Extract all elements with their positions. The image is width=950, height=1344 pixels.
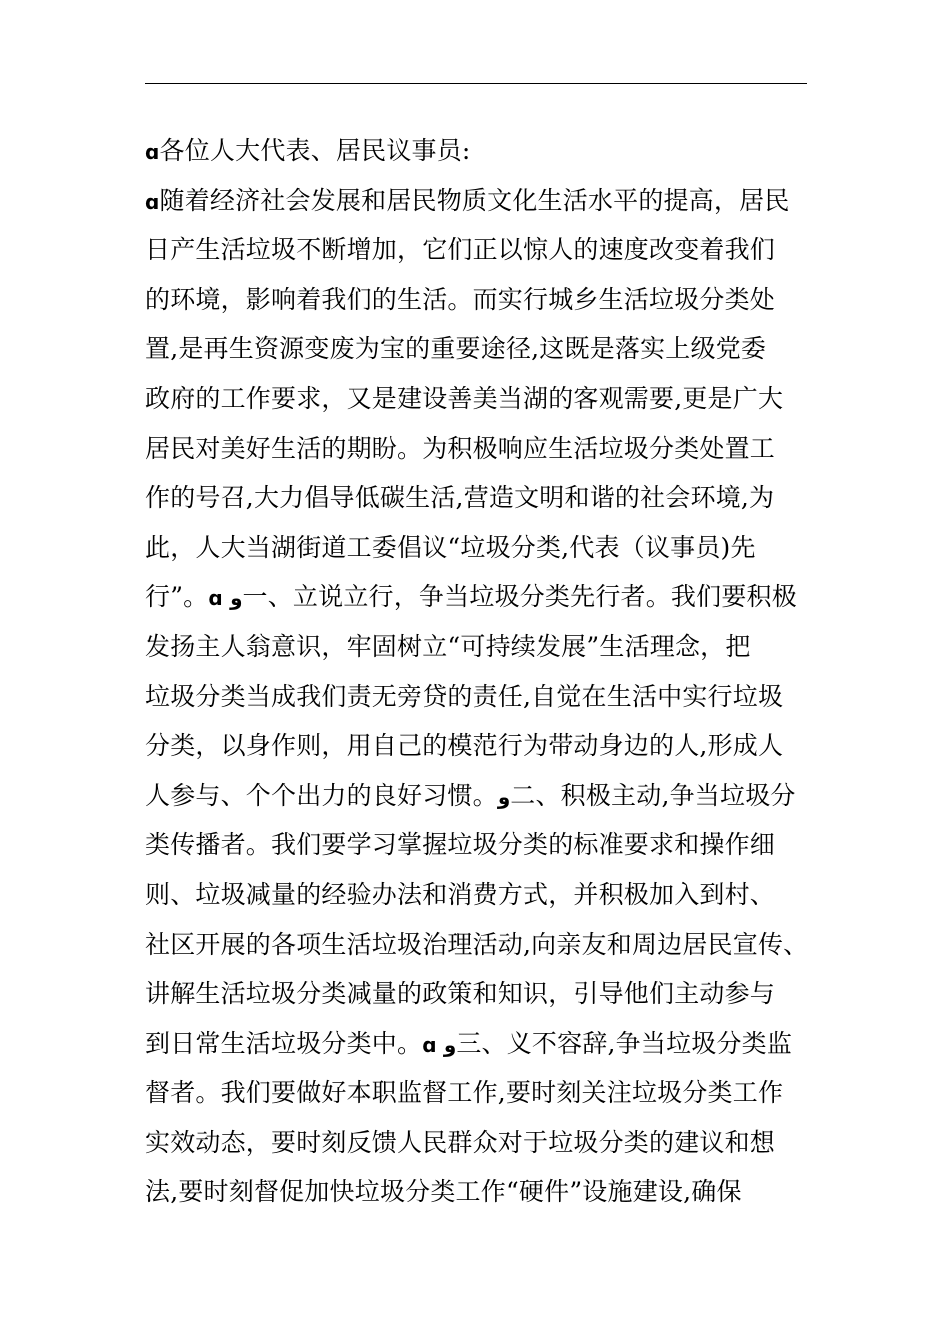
text-line <box>145 969 825 1019</box>
text-line <box>145 225 825 275</box>
text-line <box>145 473 825 523</box>
text-segment: 置,是再生资源变废为宝的重要途径,这既是落实上级党委 <box>145 334 767 364</box>
paragraph-mark: و <box>497 784 511 809</box>
text-line <box>145 721 825 771</box>
text-segment: 二、积极主动,争当垃圾分 <box>510 780 796 810</box>
text-segment: 居民对美好生活的期盼。为积极响应生活垃圾分类处置工 <box>145 433 776 463</box>
text-line <box>145 275 825 325</box>
text-segment: 此，人大当湖街道工委倡议“垃圾分类,代表（议事员)先 <box>145 532 756 562</box>
text-line <box>145 771 825 821</box>
text-segment: 政府的工作要求，又是建设善美当湖的客观需要,更是广大 <box>145 383 784 413</box>
text-line <box>145 1068 825 1118</box>
text-segment: 人参与、个个出力的良好习惯。 <box>145 780 498 810</box>
text-segment: 各位人大代表、居民议事员: <box>159 136 471 165</box>
text-segment: 督者。我们要做好本职监督工作,要时刻关注垃圾分类工作 <box>145 1078 784 1108</box>
text-line <box>145 1118 825 1168</box>
paragraph-mark: ɑ و <box>422 1032 457 1057</box>
text-segment: 一、立说立行，争当垃圾分类先行者。我们要积极 <box>242 582 797 612</box>
body-text <box>145 126 825 1217</box>
text-segment: 作的号召,大力倡导低碳生活,营造文明和谐的社会环境,为 <box>145 483 775 513</box>
text-line <box>145 324 825 374</box>
paragraph-mark: ɑ و <box>208 586 243 611</box>
text-line <box>145 424 825 474</box>
text-segment: 日产生活垃圾不断增加，它们正以惊人的速度改变着我们 <box>145 235 776 265</box>
text-line <box>145 672 825 722</box>
text-segment: 法,要时刻督促加快垃圾分类工作“硬件”设施建设,确保 <box>145 1177 742 1207</box>
paragraph-mark: ɑ <box>145 189 160 214</box>
text-line <box>145 126 825 176</box>
text-segment: 类传播者。我们要学习掌握垃圾分类的标准要求和操作细 <box>145 830 776 860</box>
text-segment: 发扬主人翁意识，牢固树立“可持续发展”生活理念，把 <box>145 631 751 661</box>
text-segment: 垃圾分类当成我们责无旁贷的责任,自觉在生活中实行垃圾 <box>145 681 784 711</box>
text-segment: 分类，以身作则，用自己的模范行为带动身边的人,形成人 <box>145 731 784 761</box>
text-segment: 讲解生活垃圾分类减量的政策和知识，引导他们主动参与 <box>145 979 776 1009</box>
text-line <box>145 572 825 622</box>
text-segment: 的环境，影响着我们的生活。而实行城乡生活垃圾分类处 <box>145 284 776 314</box>
text-line <box>145 374 825 424</box>
text-segment: 随着经济社会发展和居民物质文化生活水平的提高，居民 <box>159 185 790 215</box>
text-segment: 实效动态，要时刻反馈人民群众对于垃圾分类的建议和想 <box>145 1127 776 1157</box>
text-line <box>145 1167 825 1217</box>
text-segment: 则、垃圾减量的经验办法和消费方式，并积极加入到村、 <box>145 879 776 909</box>
text-segment: 社区开展的各项生活垃圾治理活动,向亲友和周边居民宣传、 <box>145 929 809 959</box>
paragraph-mark: ɑ <box>145 140 160 164</box>
text-line <box>145 820 825 870</box>
text-segment: 到日常生活垃圾分类中。 <box>145 1028 423 1058</box>
text-line <box>145 1019 825 1069</box>
header-rule <box>145 83 807 84</box>
text-line <box>145 523 825 573</box>
text-line <box>145 622 825 672</box>
text-segment: 行”。 <box>145 582 209 612</box>
text-line <box>145 920 825 970</box>
text-segment: 三、义不容辞,争当垃圾分类监 <box>456 1028 793 1058</box>
text-line <box>145 870 825 920</box>
text-line <box>145 176 825 226</box>
